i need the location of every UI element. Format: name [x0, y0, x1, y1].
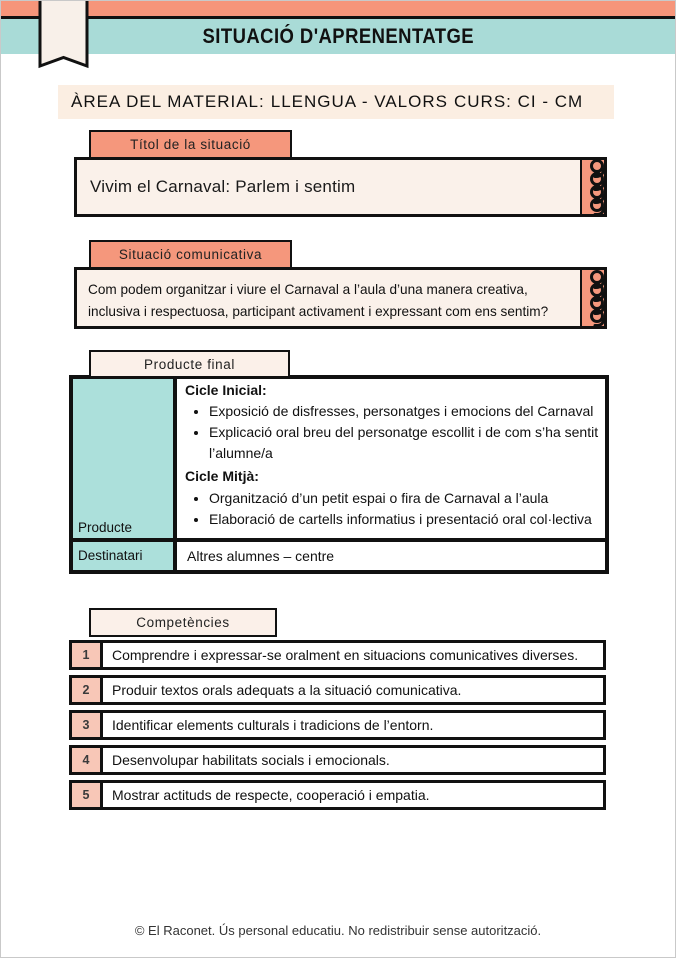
competencia-row — [69, 640, 606, 670]
competencia-number: 4 — [72, 748, 103, 772]
titol-box — [74, 157, 607, 217]
tab-comunicativa-label: Situació comunicativa — [118, 247, 263, 262]
producte-content-cell — [177, 379, 605, 542]
competencia-row — [69, 675, 606, 705]
comunicativa-text — [77, 270, 604, 323]
spiral-binding-icon — [585, 270, 611, 326]
curs-value: CURS: CI - CM — [453, 92, 584, 111]
tab-titol-label: Títol de la situació — [130, 137, 251, 152]
competencia-number: 2 — [72, 678, 103, 702]
competencia-text: Desenvolupar habilitats socials i emocionals. — [112, 752, 390, 768]
comunicativa-box — [74, 267, 607, 329]
cicle-mitja-list — [185, 488, 599, 530]
competencia-row — [69, 745, 606, 775]
competencia-row — [69, 710, 606, 740]
situacio-title-text: Vivim el Carnaval: Parlem i sentim — [90, 177, 356, 196]
list-item: • Organització d’un petit espai o fira de Carnaval a l’aula — [209, 488, 599, 509]
bookmark-ribbon-icon — [38, 1, 89, 70]
competencia-text: Produir textos orals adequats a la situació comunicativa. — [112, 682, 462, 698]
copyright-footer: © El Raconet. Ús personal educatiu. No redistribuir sense autorització. — [134, 923, 542, 938]
area-value: LLENGUA - VALORS — [270, 92, 448, 111]
destinatari-label: Destinatari — [78, 548, 143, 564]
competencia-number: 3 — [72, 713, 103, 737]
comunicativa-line-1: Com podem organitzar i viure el Carnaval a l’aula d’una manera creativa, — [88, 282, 528, 297]
area-label: ÀREA DEL MATERIAL: — [71, 92, 265, 111]
cicle-inicial-list — [185, 401, 599, 464]
tab-producte-label: Producte final — [144, 356, 235, 372]
tab-situacio-comunicativa — [89, 240, 292, 269]
competencia-number: 1 — [72, 643, 103, 667]
list-item: • Explicació oral breu del personatge escollit i de com s’ha sentit l’alumne/a — [209, 422, 599, 464]
competencia-text: Mostrar actituds de respecte, cooperació i empatia. — [112, 787, 430, 803]
material-info-bar — [58, 85, 614, 119]
title-banner — [1, 16, 675, 54]
producte-final-table — [69, 375, 609, 574]
destinatari-value: Altres alumnes – centre — [187, 547, 335, 564]
competencia-text: Comprendre i expressar-se oralment en situacions comunicatives diverses. — [112, 647, 579, 663]
competencia-number: 5 — [72, 783, 103, 807]
list-item: • Elaboració de cartells informatius i presentació oral col·lectiva — [209, 509, 599, 530]
destinatari-label-cell — [73, 542, 177, 570]
tab-titol-situacio — [89, 130, 292, 159]
spiral-binding-icon — [585, 159, 611, 215]
producte-label: Producte — [78, 519, 133, 535]
competencia-row — [69, 780, 606, 810]
cicle-inicial-heading: Cicle Inicial: — [185, 382, 267, 398]
producte-label-cell — [73, 379, 177, 542]
area-del-material — [71, 92, 454, 112]
page-title: SITUACIÓ D'APRENENTATGE — [202, 24, 474, 48]
competencia-text: Identificar elements culturals i tradicions de l’entorn. — [112, 717, 434, 733]
list-item: • Exposició de disfresses, personatges i emocions del Carnaval — [209, 401, 599, 422]
tab-competencies — [89, 608, 277, 637]
comunicativa-line-2: inclusiva i respectuosa, participant activament i expressant com ens sentim? — [88, 304, 549, 319]
cicle-mitja-heading: Cicle Mitjà: — [185, 468, 259, 485]
destinatari-value-cell — [177, 542, 605, 570]
tab-producte-final — [89, 350, 290, 378]
tab-competencies-label: Competències — [136, 615, 230, 630]
top-accent-bar — [1, 1, 675, 16]
